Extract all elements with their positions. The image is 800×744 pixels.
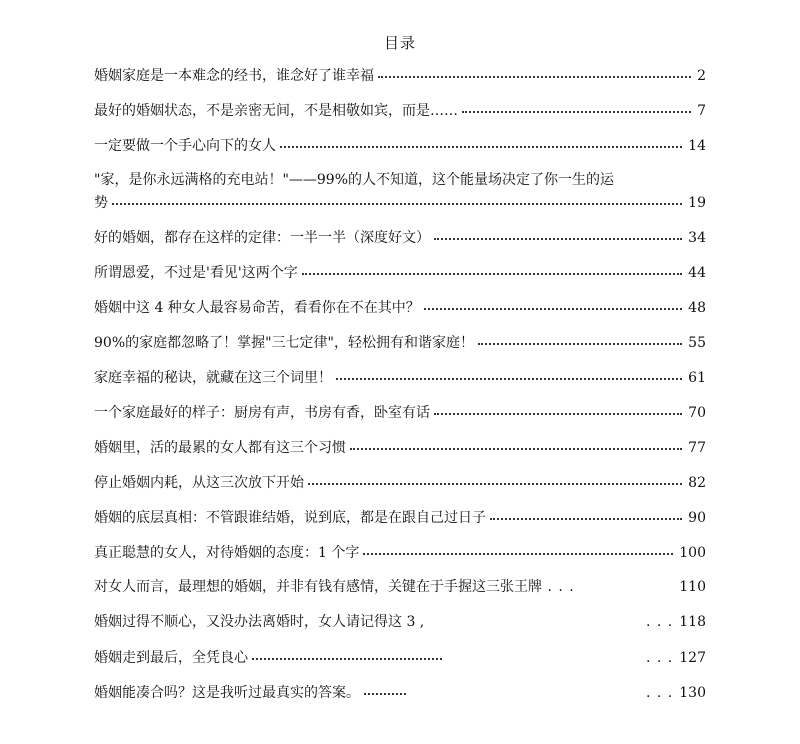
toc-entry-title-line2: 势 <box>94 195 108 211</box>
toc-entry[interactable] <box>94 508 706 526</box>
toc-entry-title: 婚姻的底层真相：不管跟谁结婚，说到底，都是在跟自己过日子 <box>94 510 486 526</box>
toc-page-number: 127 <box>679 650 706 666</box>
dot-leader <box>378 66 691 80</box>
toc-entry[interactable] <box>94 543 706 561</box>
toc-entry-title-line1: "家，是你永远满格的充电站！"——99%的人不知道，这个能量场决定了你一生的运 <box>94 172 614 188</box>
toc-entry[interactable] <box>94 403 706 421</box>
toc-entry[interactable] <box>94 648 706 666</box>
toc-entry[interactable] <box>94 171 706 211</box>
toc-entry[interactable] <box>94 368 706 386</box>
ellipsis-dots: . . . <box>646 685 674 701</box>
toc-page-number: 82 <box>688 475 706 491</box>
dot-leader <box>308 473 682 487</box>
ellipsis-dots: . . . <box>542 579 575 595</box>
dot-leader <box>112 193 682 207</box>
dot-leader <box>364 683 406 697</box>
dot-leader <box>490 508 682 522</box>
dot-leader <box>424 298 682 312</box>
toc-entry-title: 对女人而言，最理想的婚姻，并非有钱有感情，关键在于手握这三张王牌 <box>94 579 542 595</box>
toc-entry[interactable] <box>94 136 706 154</box>
toc-page-number: 2 <box>697 68 706 84</box>
toc-entry-title: 婚姻里，活的最累的女人都有这三个习惯 <box>94 440 346 456</box>
toc-entry[interactable] <box>94 438 706 456</box>
toc-page-number: 14 <box>688 138 706 154</box>
toc-entry-title: 最好的婚姻状态，不是亲密无间，不是相敬如宾，而是…… <box>94 103 458 119</box>
dot-leader <box>350 438 682 452</box>
ellipsis-dots: . . . <box>646 650 674 666</box>
dot-leader <box>462 101 691 115</box>
toc-entry-title: 家庭幸福的秘诀，就藏在这三个词里！ <box>94 370 332 386</box>
toc-entry[interactable] <box>94 298 706 316</box>
toc-entry-title: 停止婚姻内耗，从这三次放下开始 <box>94 475 304 491</box>
dot-leader <box>252 648 442 662</box>
toc-page-number: 110 <box>679 579 706 595</box>
toc-page-number: 19 <box>688 195 706 211</box>
toc-page-number: 130 <box>679 685 706 701</box>
dot-leader <box>434 403 682 417</box>
toc-entry[interactable] <box>94 613 706 631</box>
toc-entry[interactable] <box>94 683 706 701</box>
dot-leader <box>336 368 682 382</box>
toc-entry[interactable] <box>94 333 706 351</box>
toc-list <box>94 66 706 718</box>
toc-page-number: 61 <box>688 370 706 386</box>
toc-page-number: 7 <box>697 103 706 119</box>
toc-page-number: 70 <box>688 405 706 421</box>
toc-page-number: 100 <box>679 545 706 561</box>
toc-entry-title: 一个家庭最好的样子：厨房有声，书房有香，卧室有话 <box>94 405 430 421</box>
toc-entry-title: 所谓恩爱，不过是'看见'这两个字 <box>94 265 298 281</box>
toc-entry[interactable] <box>94 578 706 596</box>
toc-entry-title: 好的婚姻，都存在这样的定律：一半一半（深度好文） <box>94 230 430 246</box>
toc-title: 目录 <box>383 34 416 52</box>
toc-entry-title: 婚姻过得不顺心，又没办法离婚时，女人请记得这 3 , <box>94 614 425 630</box>
dot-leader <box>302 263 682 277</box>
toc-entry[interactable] <box>94 473 706 491</box>
toc-entry-title: 真正聪慧的女人，对待婚姻的态度：1 个字 <box>94 545 360 561</box>
toc-page-number: 48 <box>688 300 706 316</box>
toc-page-number: 77 <box>688 440 706 456</box>
toc-entry-title: 一定要做一个手心向下的女人 <box>94 138 276 154</box>
dot-leader <box>280 136 682 150</box>
dot-leader <box>363 543 673 557</box>
ellipsis-dots: . . . <box>646 614 674 630</box>
toc-entry[interactable] <box>94 66 706 84</box>
toc-entry[interactable] <box>94 101 706 119</box>
toc-page-number: 34 <box>688 230 706 246</box>
toc-entry-title: 婚姻中这 4 种女人最容易命苦，看看你在不在其中？ <box>94 300 420 316</box>
toc-entry-title: 90%的家庭都忽略了！掌握"三七定律"，轻松拥有和谐家庭！ <box>94 335 474 351</box>
dot-leader <box>478 333 682 347</box>
toc-entry-title: 婚姻走到最后，全凭良心 <box>94 650 248 666</box>
toc-entry-title: 婚姻家庭是一本难念的经书，谁念好了谁幸福 <box>94 68 374 84</box>
dot-leader <box>434 228 682 242</box>
toc-page-number: 55 <box>688 335 706 351</box>
toc-entry-title: 婚姻能凑合吗？这是我听过最真实的答案。 <box>94 685 360 701</box>
toc-entry[interactable] <box>94 263 706 281</box>
toc-page-number: 90 <box>688 510 706 526</box>
toc-entry[interactable] <box>94 228 706 246</box>
toc-page-number: 118 <box>679 614 706 630</box>
toc-page-number: 44 <box>688 265 706 281</box>
